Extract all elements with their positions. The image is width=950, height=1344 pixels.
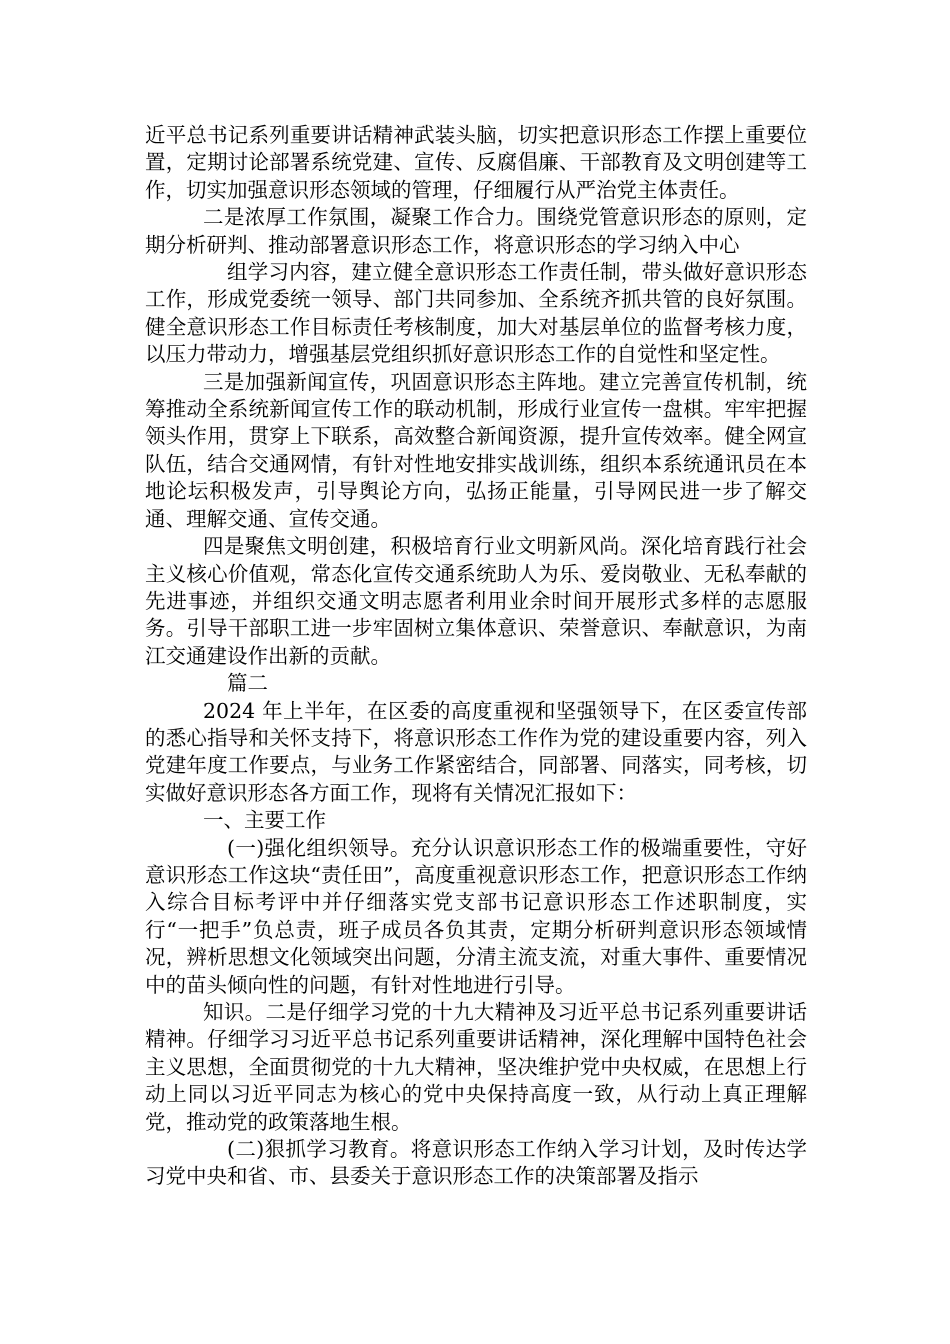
paragraph-6: 2024 年上半年，在区委的高度重视和坚强领导下，在区委宣传部的悉心指导和关怀支持下，将意识形态工作作为党的建设重要内容，列入党建年度工作要点，与业务工作紧密结合，同部署、同落实，同考核，切实做好意识形态各方面工作，现将有关情况汇报如下： [145,698,807,805]
heading-main-work: 一、主要工作 [203,808,326,833]
paragraph-5: 四是聚焦文明创建，积极培育行业文明新风尚。深化培育践行社会主义核心价值观，常态化宣传交通系统助人为乐、爱岗敬业、无私奉献的先进事迹，并组织交通文明志愿者利用业余时间开展形式多样的志愿服务。引导干部职工进一步牢固树立集体意识、荣誉意识、奉献意识，为南江交通建设作出新的贡献。 [145,534,807,668]
paragraph-1: 近平总书记系列重要讲话精神武装头脑，切实把意识形态工作摆上重要位置，定期讨论部署系统党建、宣传、反腐倡廉、干部教育及文明创建等工作，切实加强意识形态领域的管理，仔细履行从严治党主体责任。 [145,123,807,202]
section-title: 篇二 [227,671,268,696]
paragraph-7: (一)强化组织领导。充分认识意识形态工作的极端重要性，守好意识形态工作这块“责任田”，高度重视意识形态工作，把意识形态工作纳入综合目标考评中并仔细落实党支部书记意识形态工作述职制度，实行“一把手”负总责，班子成员各负其责，定期分析研判意识形态领域情况，辨析思想文化领域突出问题，分清主流支流，对重大事件、重要情况中的苗头倾向性的问题，有针对性地进行引导。 [145,835,807,997]
document-page [145,122,807,1191]
paragraph-8: 知识。二是仔细学习党的十九大精神及习近平总书记系列重要讲话精神。仔细学习习近平总书记系列重要讲话精神，深化理解中国特色社会主义思想，全面贯彻党的十九大精神，坚决维护党中央权威，在思想上行动上同以习近平同志为核心的党中央保持高度一致，从行动上真正理解党，推动党的政策落地生根。 [145,1000,807,1134]
paragraph-3: 组学习内容，建立健全意识形态工作责任制，带头做好意识形态工作，形成党委统一领导、部门共同参加、全系统齐抓共管的良好氛围。健全意识形态工作目标责任考核制度，加大对基层单位的监督考核力度，以压力带动力，增强基层党组织抓好意识形态工作的自觉性和坚定性。 [145,260,807,367]
paragraph-9: (二)狠抓学习教育。将意识形态工作纳入学习计划，及时传达学习党中央和省、市、县委关于意识形态工作的决策部署及指示 [145,1137,807,1189]
paragraph-2: 二是浓厚工作氛围，凝聚工作合力。围绕党管意识形态的原则，定期分析研判、推动部署意识形态工作，将意识形态的学习纳入中心 [145,205,807,257]
paragraph-4: 三是加强新闻宣传，巩固意识形态主阵地。建立完善宣传机制，统筹推动全系统新闻宣传工作的联动机制，形成行业宣传一盘棋。牢牢把握领头作用，贯穿上下联系，高效整合新闻资源，提升宣传效率。健全网宣队伍，结合交通网情，有针对性地安排实战训练，组织本系统通讯员在本地论坛积极发声，引导舆论方向，弘扬正能量，引导网民进一步了解交通、理解交通、宣传交通。 [145,369,807,531]
